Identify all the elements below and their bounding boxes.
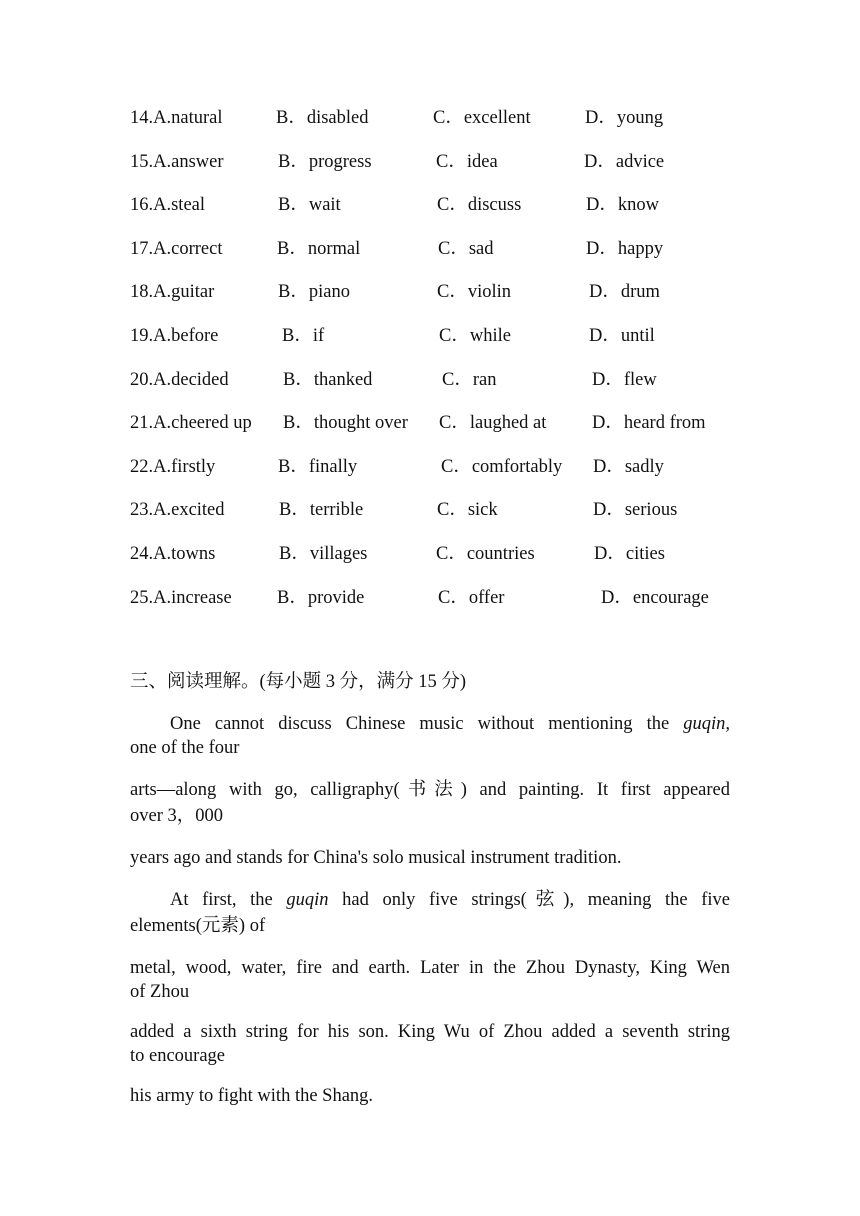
option-c: C．excellent	[433, 108, 531, 128]
option-d: D．encourage	[601, 588, 709, 608]
option-c: C．sad	[438, 239, 494, 259]
option-d: D．sadly	[593, 457, 664, 477]
option-c: C．discuss	[437, 195, 522, 215]
option-a: 14.A.natural	[130, 108, 223, 128]
passage-line: to encourage	[130, 1046, 226, 1066]
option-d: D．advice	[584, 152, 665, 172]
passage-line: elements(元素) of	[130, 916, 266, 936]
option-d: D．serious	[593, 500, 678, 520]
passage-line: metal, wood, water, fire and earth. Later in the Zhou Dynasty, King Wen	[130, 958, 730, 978]
option-d: D．until	[589, 326, 655, 346]
section-title: 三、阅读理解。(每小题 3 分，满分 15 分)	[130, 672, 467, 692]
passage-line: over 3，000	[130, 806, 223, 826]
option-c: C．violin	[437, 282, 512, 302]
passage-line: one of the four	[130, 738, 240, 758]
option-a: 15.A.answer	[130, 152, 224, 172]
passage-line: added a sixth string for his son. King Wu of Zhou added a seventh string	[130, 1022, 730, 1042]
passage-italic-term: guqin	[286, 890, 329, 910]
option-a: 19.A.before	[130, 326, 219, 346]
option-a: 21.A.cheered up	[130, 413, 252, 433]
option-a: 25.A.increase	[130, 588, 232, 608]
option-d: D．young	[585, 108, 664, 128]
option-b: B．thanked	[283, 370, 373, 390]
option-c: C．ran	[442, 370, 497, 390]
option-b: B．if	[282, 326, 325, 346]
option-a: 20.A.decided	[130, 370, 229, 390]
option-b: B．normal	[277, 239, 361, 259]
option-c: C．sick	[437, 500, 498, 520]
option-b: B．villages	[279, 544, 368, 564]
passage-text: One cannot discuss Chinese music without mentioning the	[170, 714, 684, 734]
option-c: C．laughed at	[439, 413, 547, 433]
option-a: 16.A.steal	[130, 195, 206, 215]
option-a: 18.A.guitar	[130, 282, 215, 302]
option-c: C．offer	[438, 588, 505, 608]
passage-line: of Zhou	[130, 982, 190, 1002]
option-a: 22.A.firstly	[130, 457, 216, 477]
option-b: B．provide	[277, 588, 365, 608]
passage-text: had only five strings(弦), meaning the five	[328, 890, 730, 910]
passage-italic-term: guqin,	[683, 714, 730, 734]
option-b: B．thought over	[283, 413, 408, 433]
option-a: 24.A.towns	[130, 544, 216, 564]
passage-line: years ago and stands for China's solo musical instrument tradition.	[130, 848, 622, 868]
option-b: B．disabled	[276, 108, 369, 128]
option-c: C．comfortably	[441, 457, 563, 477]
option-a: 17.A.correct	[130, 239, 223, 259]
passage-text: At first, the	[170, 890, 287, 910]
passage-line: his army to fight with the Shang.	[130, 1086, 374, 1106]
option-c: C．while	[439, 326, 511, 346]
option-b: B．piano	[278, 282, 350, 302]
option-b: B．finally	[278, 457, 358, 477]
option-d: D．drum	[589, 282, 660, 302]
option-d: D．know	[586, 195, 659, 215]
option-d: D．flew	[592, 370, 657, 390]
option-c: C．idea	[436, 152, 498, 172]
passage-line	[130, 888, 730, 912]
option-b: B．wait	[278, 195, 341, 215]
option-b: B．terrible	[279, 500, 364, 520]
option-d: D．cities	[594, 544, 665, 564]
passage-line	[130, 712, 730, 736]
option-d: D．heard from	[592, 413, 706, 433]
option-d: D．happy	[586, 239, 664, 259]
option-c: C．countries	[436, 544, 535, 564]
passage-line: arts—along with go, calligraphy(书法) and painting. It first appeared	[130, 780, 730, 800]
option-b: B．progress	[278, 152, 372, 172]
option-a: 23.A.excited	[130, 500, 225, 520]
